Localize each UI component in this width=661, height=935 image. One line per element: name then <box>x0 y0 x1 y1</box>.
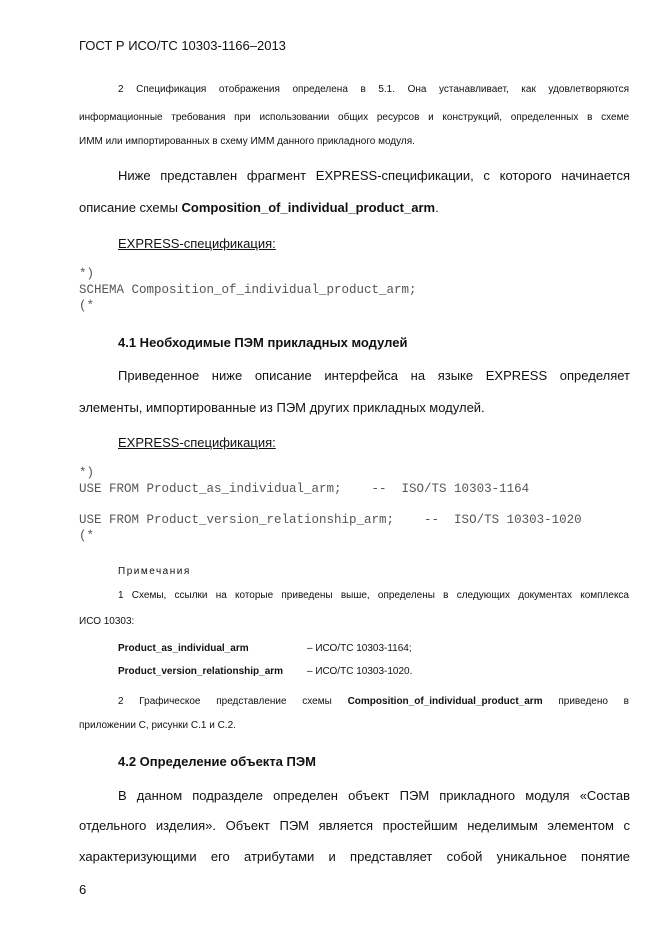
code-1-line-1: *) <box>79 267 95 281</box>
note-1-line-1: 1 Схемы, ссылки на которые приведены выше, определены в следующих документах комплекса <box>118 590 629 601</box>
schema-period: . <box>435 200 439 215</box>
note-2-suffix: приведено в <box>558 696 629 707</box>
section-4-2-heading: 4.2 Определение объекта ПЭМ <box>118 754 316 769</box>
section-4-1-heading: 4.1 Необходимые ПЭМ прикладных модулей <box>118 335 408 350</box>
page-number: 6 <box>79 882 87 897</box>
reference-2-document: – ИСО/ТС 10303-1020. <box>307 666 413 677</box>
paragraph-2-line-2 <box>79 200 439 215</box>
paragraph-2-line-1: Ниже представлен фрагмент EXPRESS-спецификации, с которого начинается <box>118 168 630 183</box>
reference-1-name: Product_as_individual_arm <box>118 643 249 654</box>
paragraph-1-line-1: 2 Спецификация отображения определена в 5.1. Она устанавливает, как удовлетворяются <box>118 84 629 95</box>
notes-title: Примечания <box>118 566 191 577</box>
code-2-line-3: USE FROM Product_version_relationship_arm; -- ISO/TS 10303-1020 <box>79 513 582 527</box>
section-4-1-line-2: элементы, импортированные из ПЭМ других прикладных модулей. <box>79 400 485 415</box>
note-2-line-1 <box>118 696 629 707</box>
section-4-2-line-3: характеризующими его атрибутами и представляет собой уникальное понятие <box>79 849 630 864</box>
code-1-line-3: (* <box>79 299 95 313</box>
section-4-1-line-1: Приведенное ниже описание интерфейса на языке EXPRESS определяет <box>118 368 630 383</box>
note-2-schema-name: Composition_of_individual_product_arm <box>347 696 543 707</box>
code-1-line-2: SCHEMA Composition_of_individual_product_arm; <box>79 283 417 297</box>
note-2-line-2: приложении С, рисунки С.1 и С.2. <box>79 720 236 731</box>
note-1-line-2: ИСО 10303: <box>79 616 135 627</box>
express-spec-label-1: EXPRESS-спецификация: <box>118 236 276 251</box>
reference-1-document: – ИСО/ТС 10303-1164; <box>307 643 412 654</box>
paragraph-1-line-2: информационные требования при использовании общих ресурсов и конструкций, определенных в схеме <box>79 112 629 123</box>
code-2-line-4: (* <box>79 529 95 543</box>
section-4-2-line-1: В данном подразделе определен объект ПЭМ прикладного модуля «Состав <box>118 788 630 803</box>
section-4-2-line-2: отдельного изделия». Объект ПЭМ является простейшим неделимым элементом с <box>79 818 630 833</box>
schema-name: Composition_of_individual_product_arm <box>181 200 436 215</box>
paragraph-1-line-3: ИММ или импортированных в схему ИММ данного прикладного модуля. <box>79 136 415 147</box>
code-2-line-1: *) <box>79 466 95 480</box>
note-2-prefix: 2 Графическое представление схемы <box>118 696 332 707</box>
schema-intro-text: описание схемы <box>79 200 178 215</box>
code-2-line-2: USE FROM Product_as_individual_arm; -- ISO/TS 10303-1164 <box>79 482 530 496</box>
express-spec-label-2: EXPRESS-спецификация: <box>118 435 276 450</box>
reference-2-name: Product_version_relationship_arm <box>118 666 284 677</box>
document-header: ГОСТ Р ИСО/ТС 10303-1166–2013 <box>79 38 286 53</box>
